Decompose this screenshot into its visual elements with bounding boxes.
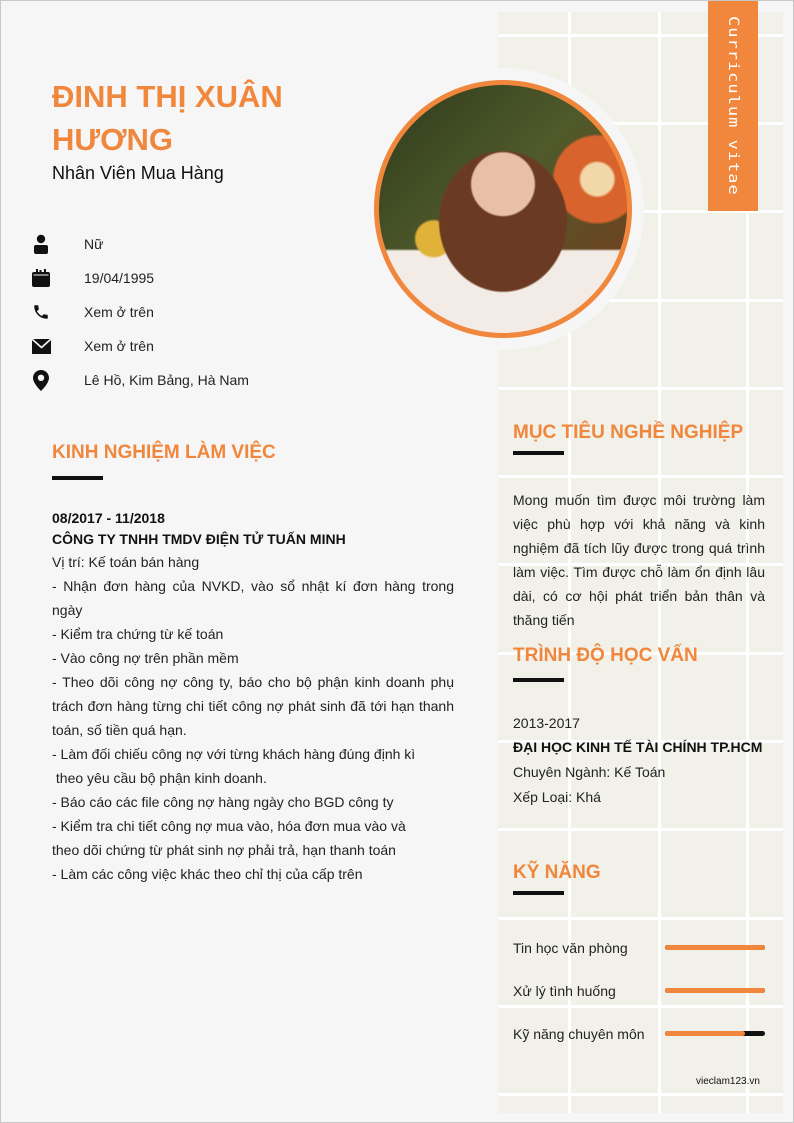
experience-line: theo yêu cầu bộ phận kinh doanh. bbox=[52, 770, 267, 786]
skills-list bbox=[513, 926, 765, 1055]
experience-line: - Làm các công việc khác theo chỉ thị của cấp trên bbox=[52, 866, 363, 882]
education-heading: TRÌNH ĐỘ HỌC VẤN bbox=[513, 645, 698, 666]
experience-line: Vị trí: Kế toán bán hàng bbox=[52, 554, 200, 570]
skill-label: Xử lý tình huống bbox=[513, 982, 616, 999]
avatar bbox=[374, 80, 632, 338]
experience-line: theo dõi chứng từ phát sinh nợ phải trả, hạn thanh toán bbox=[52, 842, 396, 858]
skill-label: Tin học văn phòng bbox=[513, 939, 628, 956]
experience-line: - Nhận đơn hàng của NVKD, vào sổ nhật kí đơn hàng trong ngày bbox=[52, 578, 454, 618]
experience-entry bbox=[52, 508, 454, 886]
info-text: Nữ bbox=[84, 236, 104, 252]
heading-underline bbox=[513, 891, 564, 895]
experience-line: - Làm đối chiếu công nợ với từng khách hàng đúng định kì bbox=[52, 746, 416, 762]
watermark: vieclam123.vn bbox=[696, 1076, 760, 1087]
personal-info-list bbox=[31, 227, 249, 397]
info-phone bbox=[31, 295, 249, 329]
education-rank: Xếp Loại: Khá bbox=[513, 789, 601, 805]
skills-heading: KỸ NĂNG bbox=[513, 862, 601, 883]
heading-underline bbox=[52, 476, 103, 480]
skill-level-bar bbox=[665, 945, 765, 950]
grid-line bbox=[498, 475, 783, 478]
experience-company: CÔNG TY TNHH TMDV ĐIỆN TỬ TUẤN MINH bbox=[52, 531, 346, 547]
education-period: 2013-2017 bbox=[513, 715, 580, 731]
grid-line bbox=[498, 387, 783, 390]
info-address bbox=[31, 363, 249, 397]
skill-label: Kỹ năng chuyên môn bbox=[513, 1025, 645, 1042]
candidate-name: ĐINH THỊ XUÂN HƯƠNG bbox=[52, 79, 283, 157]
info-text: Xem ở trên bbox=[84, 304, 154, 320]
skill-item bbox=[513, 1012, 765, 1055]
grid-line bbox=[498, 1093, 783, 1096]
objective-text: Mong muốn tìm được môi trường làm việc phù hợp với khả năng và kinh nghiệm đã tích lũy được trong quá trình làm việc. Tìm được chỗ làm ổn định lâu dài, có cơ hội phát triển bản thân và thăng tiến bbox=[513, 492, 765, 628]
experience-line: - Báo cáo các file công nợ hàng ngày cho BGD công ty bbox=[52, 794, 394, 810]
experience-heading: KINH NGHIỆM LÀM VIỆC bbox=[52, 442, 276, 463]
skill-item bbox=[513, 926, 765, 969]
info-email bbox=[31, 329, 249, 363]
experience-line: - Kiểm tra chi tiết công nợ mua vào, hóa đơn mua vào và bbox=[52, 818, 406, 834]
skill-level-fill bbox=[665, 988, 765, 993]
education-major: Chuyên Ngành: Kế Toán bbox=[513, 764, 666, 780]
skill-level-bar bbox=[665, 988, 765, 993]
grid-line bbox=[498, 828, 783, 831]
cv-banner bbox=[708, 1, 758, 211]
education-school: ĐẠI HỌC KINH TẾ TÀI CHÍNH TP.HCM bbox=[513, 739, 763, 755]
education-entry bbox=[513, 712, 773, 810]
experience-line: - Theo dõi công nợ công ty, báo cho bộ phận kinh doanh phụ trách đơn hàng từng chi tiết công nợ phát sinh đã tới hạn thanh toán, số tiền quá hạn. bbox=[52, 674, 454, 738]
calendar-icon bbox=[31, 268, 51, 288]
heading-underline bbox=[513, 451, 564, 455]
objective-heading: MỤC TIÊU NGHỀ NGHIỆP bbox=[513, 422, 744, 443]
experience-line: - Vào công nợ trên phần mềm bbox=[52, 650, 239, 666]
skill-level-bar bbox=[665, 1031, 765, 1036]
info-text: Xem ở trên bbox=[84, 338, 154, 354]
info-birthdate bbox=[31, 261, 249, 295]
experience-line: - Kiểm tra chứng từ kế toán bbox=[52, 626, 224, 642]
grid-line bbox=[498, 917, 783, 920]
job-title: Nhân Viên Mua Hàng bbox=[52, 163, 224, 183]
experience-period: 08/2017 - 11/2018 bbox=[52, 510, 165, 526]
email-icon bbox=[31, 336, 51, 356]
phone-icon bbox=[31, 302, 51, 322]
skill-item bbox=[513, 969, 765, 1012]
location-icon bbox=[31, 370, 51, 390]
info-text: Lê Hồ, Kim Bảng, Hà Nam bbox=[84, 372, 249, 388]
heading-underline bbox=[513, 678, 564, 682]
info-gender bbox=[31, 227, 249, 261]
cv-banner-text: Curriculum vitae bbox=[724, 16, 742, 196]
skill-level-fill bbox=[665, 945, 765, 950]
person-icon bbox=[31, 234, 51, 254]
info-text: 19/04/1995 bbox=[84, 270, 155, 286]
skill-level-fill bbox=[665, 1031, 745, 1036]
